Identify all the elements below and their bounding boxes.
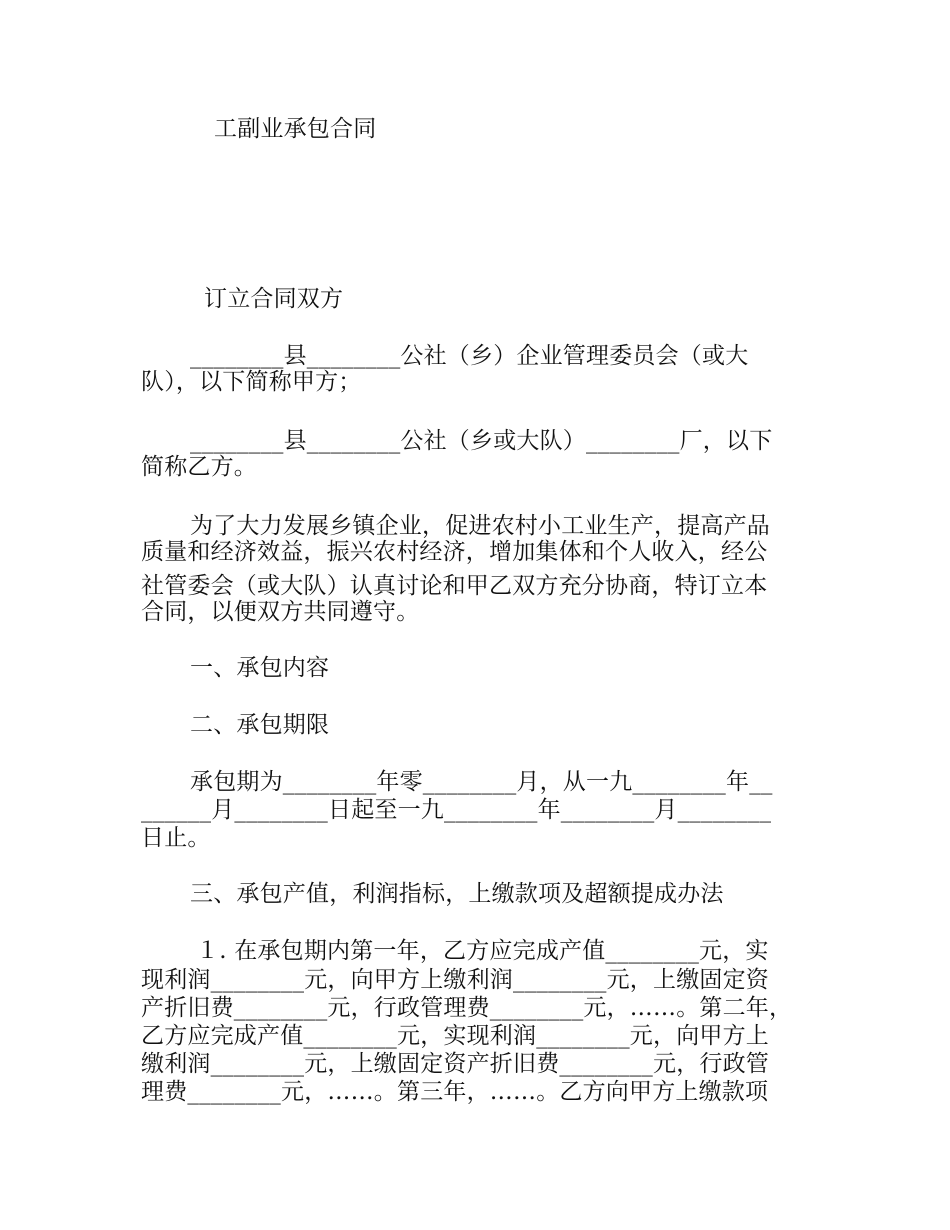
section-heading-2: 二、承包期限 xyxy=(190,712,330,738)
party-a-line-2: 队），以下简称甲方； xyxy=(141,369,362,395)
item1-line-5: 缴利润________元，上缴固定资产折旧费________元，行政管 xyxy=(141,1051,769,1077)
parties-heading: 订立合同双方 xyxy=(204,286,344,312)
party-a-line-1: ________县________公社（乡）企业管理委员会（或大 xyxy=(190,343,749,369)
preamble-line-1: 为了大力发展乡镇企业，促进农村小工业生产，提高产品 xyxy=(190,513,770,539)
party-b-line-2: 简称乙方。 xyxy=(141,454,257,480)
term-line-1: 承包期为________年零________月，从一九________年__ xyxy=(190,769,773,795)
section-heading-3: 三、承包产值，利润指标，上缴款项及超额提成办法 xyxy=(190,881,724,907)
party-b-line-1: ________县________公社（乡或大队）________厂，以下 xyxy=(190,428,773,454)
item1-line-2: 现利润________元，向甲方上缴利润________元，上缴固定资 xyxy=(141,967,769,993)
preamble-line-4: 合同，以便双方共同遵守。 xyxy=(141,599,420,625)
preamble-line-2: 质量和经济效益，振兴农村经济，增加集体和个人收入，经公 xyxy=(141,539,768,565)
section-heading-1: 一、承包内容 xyxy=(190,655,330,681)
term-line-2: ______月________日起至一九________年________月________ xyxy=(141,797,772,823)
term-line-3: 日止。 xyxy=(141,825,211,851)
item1-line-4: 乙方应完成产值________元，实现利润________元，向甲方上 xyxy=(141,1023,769,1049)
document-title: 工副业承包合同 xyxy=(214,116,377,142)
preamble-line-3: 社管委会（或大队）认真讨论和甲乙双方充分协商，特订立本 xyxy=(141,573,768,599)
item1-line-6: 理费________元，……。第三年，……。乙方向甲方上缴款项 xyxy=(141,1079,769,1105)
item1-line-3: 产折旧费________元，行政管理费________元，……。第二年， xyxy=(141,995,793,1021)
item1-line-1: １. 在承包期内第一年，乙方应完成产值________元，实 xyxy=(196,938,769,964)
